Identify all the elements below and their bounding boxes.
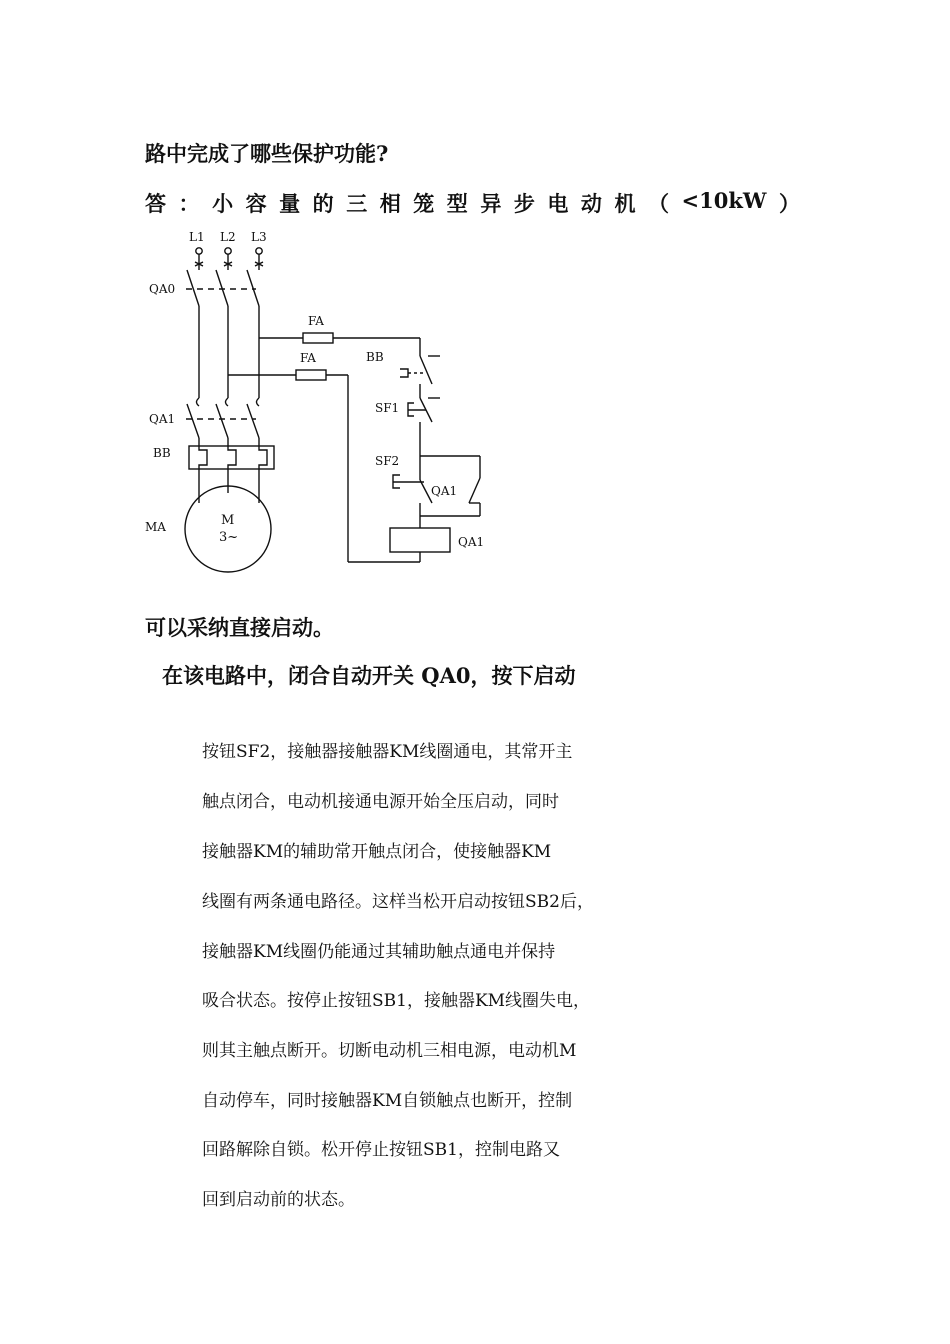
label-motor-phase: 3~ bbox=[219, 530, 239, 545]
body-line: 接触器KM线圈仍能通过其辅助触点通电并保持 bbox=[202, 942, 556, 962]
conclusion: 可以采纳直接启动。 bbox=[145, 615, 334, 640]
body-line: 吸合状态。按停止按钮SB1，接触器KM线圈失电， bbox=[202, 991, 591, 1011]
answer-char: 答 bbox=[145, 191, 166, 216]
answer-char: 步 bbox=[513, 191, 535, 216]
answer-char: ： bbox=[178, 191, 200, 216]
label-sf2: SF2 bbox=[375, 454, 400, 468]
label-fa-top: FA bbox=[308, 314, 324, 328]
question-tail: 路中完成了哪些保护功能? bbox=[145, 141, 389, 166]
label-sf1: SF1 bbox=[375, 401, 400, 415]
answer-char: 电 bbox=[547, 191, 569, 216]
label-qa0: QA0 bbox=[149, 282, 176, 296]
label-l1: L1 bbox=[189, 230, 205, 244]
answer-char: 相 bbox=[379, 191, 401, 216]
subheading: 在该电路中，闭合自动开关 QA0，按下启动 bbox=[162, 663, 576, 688]
answer-char: （ bbox=[647, 191, 669, 216]
answer-char: 小 bbox=[212, 191, 234, 216]
answer-char: <10kW bbox=[681, 188, 767, 213]
label-qa1-contact: QA1 bbox=[431, 484, 458, 498]
label-bb-right: BB bbox=[366, 350, 384, 364]
answer-char: 笼 bbox=[413, 191, 435, 216]
answer-char: 动 bbox=[580, 191, 602, 216]
label-bb-left: BB bbox=[153, 446, 171, 460]
label-fa-bottom: FA bbox=[300, 351, 316, 365]
label-l3: L3 bbox=[251, 230, 267, 244]
answer-char: 机 bbox=[614, 191, 636, 216]
motor-circuit-diagram bbox=[0, 0, 950, 600]
body-line: 线圈有两条通电路径。这样当松开启动按钮SB2后， bbox=[202, 892, 594, 912]
answer-char: 量 bbox=[279, 191, 301, 216]
body-line: 则其主触点断开。切断电动机三相电源，电动机M bbox=[202, 1041, 577, 1061]
label-ma: MA bbox=[145, 520, 166, 534]
label-motor-m: M bbox=[221, 513, 235, 528]
label-qa1-left: QA1 bbox=[149, 412, 176, 426]
answer-char: 型 bbox=[446, 191, 468, 216]
body-line: 触点闭合，电动机接通电源开始全压启动，同时 bbox=[202, 792, 559, 812]
body-line: 自动停车，同时接触器KM自锁触点也断开，控制 bbox=[202, 1091, 573, 1111]
body-line: 接触器KM的辅助常开触点闭合，使接触器KM bbox=[202, 842, 552, 862]
answer-char: 异 bbox=[480, 191, 502, 216]
label-l2: L2 bbox=[220, 230, 236, 244]
body-line: 回到启动前的状态。 bbox=[202, 1190, 355, 1210]
label-qa1-coil: QA1 bbox=[458, 535, 485, 549]
body-line: 按钮SF2，接触器接触器KM线圈通电，其常开主 bbox=[202, 742, 573, 762]
answer-char: 三 bbox=[346, 191, 368, 216]
answer-char: ） bbox=[779, 191, 800, 216]
answer-char: 的 bbox=[312, 191, 334, 216]
answer-char: 容 bbox=[245, 191, 267, 216]
body-line: 回路解除自锁。松开停止按钮SB1，控制电路又 bbox=[202, 1140, 560, 1160]
